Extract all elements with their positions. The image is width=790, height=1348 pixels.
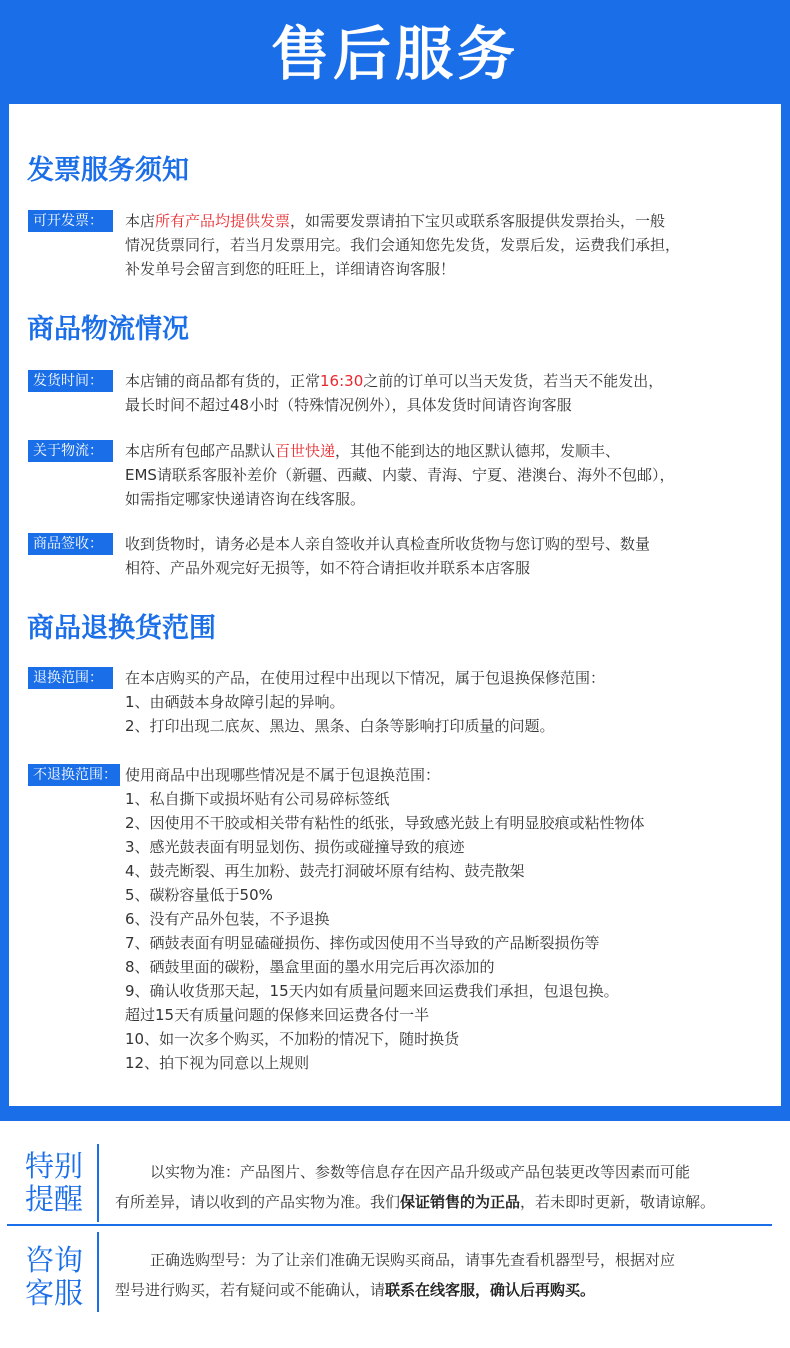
return-scope-line: 2、打印出现二底灰、黑边、黑条、白条等影响打印质量的问题。: [125, 717, 555, 735]
invoice-text: [125, 209, 767, 281]
invoice-line-3: 补发单号会留言到您的旺旺上，详细请咨询客服！: [125, 260, 456, 278]
courier-highlight: 百世快递: [275, 442, 336, 460]
no-return-line: 7、硒鼓表面有明显磕碰损伤、摔伤或因使用不当导致的产品断裂损伤等: [125, 934, 600, 952]
shipping-cutoff-highlight: 16:30: [320, 372, 364, 390]
divider-vertical: [97, 1232, 99, 1312]
invoice-heading: 发票服务须知: [27, 155, 189, 186]
logistics-line-3: 如需指定哪家快递请咨询在线客服。: [125, 490, 366, 508]
no-return-line: 3、感光鼓表面有明显划伤、损伤或碰撞导致的痕迹: [125, 838, 465, 856]
consult-service-text: [115, 1245, 780, 1305]
no-return-line: 超过15天有质量问题的保修来回运费各付一半: [125, 1006, 430, 1024]
no-return-line: 6、没有产品外包装，不予退换: [125, 910, 330, 928]
return-scope-tag: 退换范围：: [28, 667, 113, 689]
shipping-time-line-2: 最长时间不超过48小时（特殊情况例外），具体发货时间请咨询客服: [125, 396, 572, 414]
page-title: 售后服务: [270, 20, 519, 88]
shipping-time-line-1: 本店铺的商品都有货的，正常16:30之前的订单可以当天发货，若当天不能发出，: [125, 372, 664, 390]
return-scope-line: 在本店购买的产品，在使用过程中出现以下情况，属于包退换保修范围：: [125, 669, 606, 687]
reminder-line-2: 有所差异，请以收到的产品实物为准。我们保证销售的为正品，若未即时更新，敬请谅解。: [115, 1193, 716, 1211]
no-return-line: 8、硒鼓里面的碳粉，墨盒里面的墨水用完后再次添加的: [125, 958, 495, 976]
receipt-text: [125, 532, 767, 580]
no-return-line: 9、确认收货那天起，15天内如有质量问题来回运费我们承担，包退包换。: [125, 982, 619, 1000]
return-scope-line: 1、由硒鼓本身故障引起的异响。: [125, 693, 345, 711]
invoice-line-1: 本店所有产品均提供发票，如需要发票请拍下宝贝或联系客服提供发票抬头，一般: [125, 212, 666, 230]
no-return-scope-tag: 不退换范围：: [28, 764, 120, 786]
special-reminder-text: [115, 1157, 780, 1217]
authentic-guarantee: 保证销售的为正品: [400, 1193, 521, 1211]
contact-online-service: 联系在线客服，确认后再购买。: [385, 1281, 596, 1299]
invoice-line-2: 情况货票同行，若当月发票用完。我们会通知您先发货，发票后发，运费我们承担，: [125, 236, 681, 254]
no-return-line: 12、拍下视为同意以上规则: [125, 1054, 310, 1072]
shipping-time-tag: 发货时间：: [28, 370, 113, 392]
no-return-line: 5、碳粉容量低于50%: [125, 886, 273, 904]
no-return-scope-text: [125, 763, 767, 1075]
receipt-tag: 商品签收：: [28, 533, 113, 555]
returns-heading: 商品退换货范围: [27, 613, 216, 644]
consult-service-label: 咨询 客服: [24, 1243, 83, 1310]
return-scope-text: [125, 666, 767, 738]
invoice-highlight: 所有产品均提供发票: [155, 212, 291, 230]
logistics-line-2: EMS请联系客服补差价（新疆、西藏、内蒙、青海、宁夏、港澳台、海外不包邮），: [125, 466, 675, 484]
special-reminder-label: 特别 提醒: [24, 1149, 83, 1216]
divider-vertical: [97, 1144, 99, 1222]
receipt-line-2: 相符、产品外观完好无损等，如不符合请拒收并联系本店客服: [125, 559, 531, 577]
logistics-text: [125, 439, 767, 511]
logistics-line-1: 本店所有包邮产品默认百世快递，其他不能到达的地区默认德邦，发顺丰、: [125, 442, 621, 460]
shipping-time-text: [125, 369, 767, 417]
invoice-tag: 可开发票：: [28, 210, 113, 232]
reminder-line-1: 以实物为准：产品图片、参数等信息存在因产品升级或产品包装更改等因素而可能: [150, 1163, 691, 1181]
logistics-heading: 商品物流情况: [27, 314, 189, 345]
logistics-tag: 关于物流：: [28, 440, 113, 462]
divider-horizontal: [7, 1224, 772, 1226]
consult-line-1: 正确选购型号：为了让亲们准确无误购买商品，请事先查看机器型号，根据对应: [150, 1251, 676, 1269]
no-return-line: 使用商品中出现哪些情况是不属于包退换范围：: [125, 766, 441, 784]
no-return-line: 2、因使用不干胶或相关带有粘性的纸张，导致感光鼓上有明显胶痕或粘性物体: [125, 814, 645, 832]
no-return-line: 1、私自撕下或损坏贴有公司易碎标签纸: [125, 790, 390, 808]
no-return-line: 4、鼓壳断裂、再生加粉、鼓壳打洞破坏原有结构、鼓壳散架: [125, 862, 525, 880]
consult-line-2: 型号进行购买，若有疑问或不能确认，请联系在线客服，确认后再购买。: [115, 1281, 596, 1299]
no-return-line: 10、如一次多个购买，不加粉的情况下，随时换货: [125, 1030, 460, 1048]
receipt-line-1: 收到货物时，请务必是本人亲自签收并认真检查所收货物与您订购的型号、数量: [125, 535, 651, 553]
